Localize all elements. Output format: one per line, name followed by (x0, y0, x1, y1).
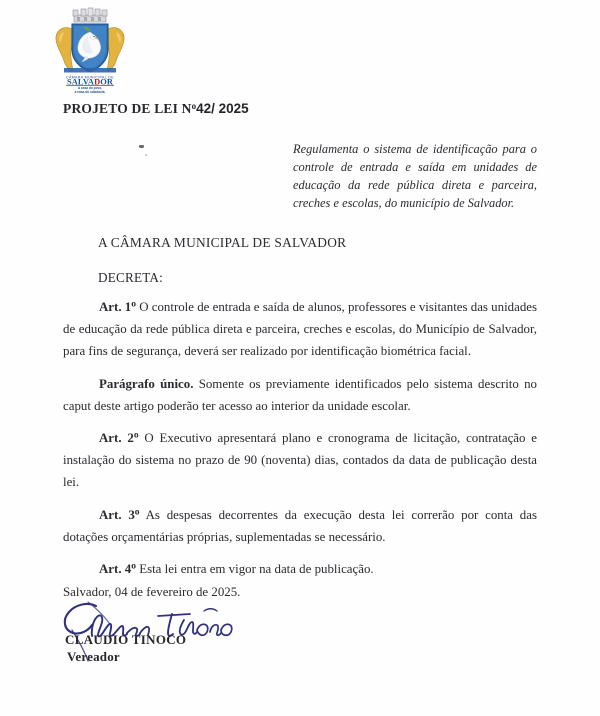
scan-speck-artifact (145, 154, 147, 156)
signature-block (58, 600, 278, 670)
scan-speck-artifact (139, 145, 144, 148)
articles-body (63, 296, 537, 590)
article-ordinal: o (134, 507, 140, 518)
signer-role: Vereador (67, 649, 120, 664)
place-and-date: Salvador, 04 de fevereiro de 2025. (63, 585, 241, 599)
article-paragraph (63, 504, 537, 548)
page-title (63, 101, 249, 117)
article-paragraph (63, 296, 537, 363)
article-text: Somente os previamente identificados pelo sistema descrito no caput deste artigo poderão ter acesso ao interior da unidade escolar. (63, 376, 537, 413)
article-paragraph (63, 558, 537, 580)
svg-text:a casa da cidadania.: a casa da cidadania. (74, 90, 106, 94)
signer-name: CLAUDIO TINOCO (65, 632, 187, 647)
article-text: O Executivo apresentará plano e cronograma de licitação, contratação e instalação do sistema no prazo de 90 (noventa) dias, contados da data de publicação desta lei. (63, 430, 537, 490)
ementa-summary: Regulamenta o sistema de identificação para o controle de entrada e saída em unidades de educação da rede pública direta e parceira, creches e escolas, do município de Salvador. (293, 142, 537, 211)
article-ordinal: o (133, 430, 139, 441)
article-label: Parágrafo único. (99, 376, 194, 391)
article-text: O controle de entrada e saída de alunos, professores e visitantes das unidades de educação da rede pública direta e parceira, creches e escolas, do Município de Salvador, para fins de segurança, deverá ser realizado por identificação biométrica facial. (63, 300, 537, 359)
article-ordinal: o (131, 299, 136, 310)
letterhead (44, 6, 136, 94)
article-paragraph (63, 373, 537, 417)
article-paragraph (63, 427, 537, 494)
svg-text:A casa do povo,: A casa do povo, (77, 86, 103, 90)
article-label: Art. 4 (99, 561, 132, 576)
article-label: Art. 1 (99, 300, 132, 314)
enactment-clause: DECRETA: (98, 270, 164, 285)
svg-text:SALVADOR: SALVADOR (67, 77, 113, 87)
article-ordinal: o (131, 561, 136, 572)
svg-text:CÂMARA MUNICIPAL DE: CÂMARA MUNICIPAL DE (66, 75, 114, 80)
title-number: 42/ 2025 (196, 101, 249, 116)
title-prefix: PROJETO DE LEI N (63, 101, 192, 116)
article-label: Art. 3 (99, 507, 135, 522)
title-ordinal: o (191, 101, 197, 112)
coat-of-arms-salvador-icon (44, 6, 136, 94)
addressee-line: A CÂMARA MUNICIPAL DE SALVADOR (98, 235, 347, 250)
article-text: As despesas decorrentes da execução desta lei correrão por conta das dotações orçamentárias próprias, suplementadas se necessário. (63, 507, 537, 544)
article-label: Art. 2 (99, 430, 134, 445)
article-text: Esta lei entra em vigor na data de publicação. (135, 561, 374, 576)
